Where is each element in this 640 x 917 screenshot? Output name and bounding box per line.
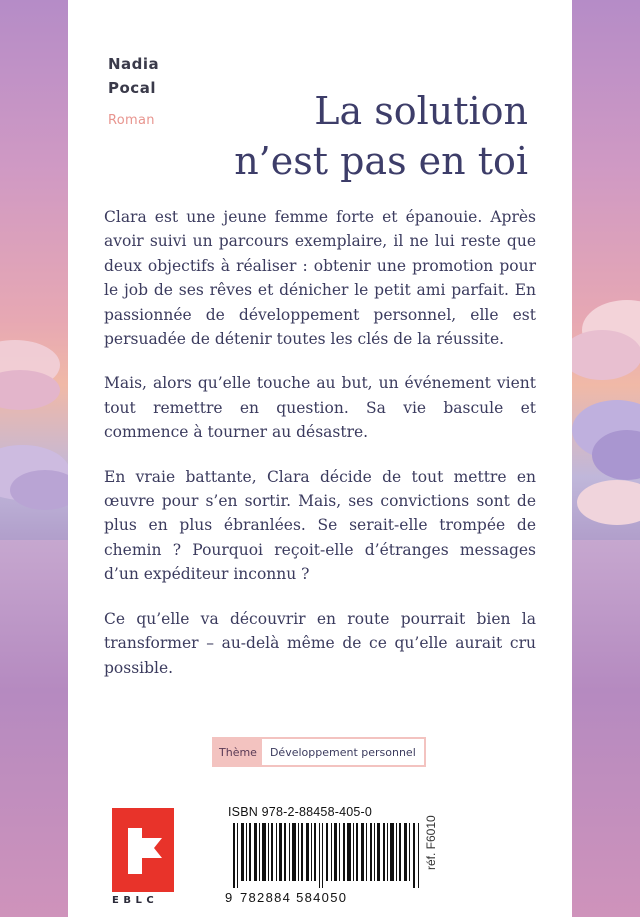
author-last-name: Pocal: [108, 79, 156, 97]
reference-code: réf. F6010: [424, 815, 438, 870]
theme-badge: [212, 737, 426, 767]
theme-value: Développement personnel: [262, 739, 424, 765]
publisher-logo-text: EBLC: [112, 895, 159, 906]
barcode: [233, 823, 423, 888]
theme-label: Thème: [214, 739, 262, 765]
blurb-text: [104, 205, 536, 700]
title-line-2: n’est pas en toi: [234, 139, 528, 183]
barcode-digits: 782884 584050: [240, 890, 348, 905]
blurb-paragraph: Clara est une jeune femme forte et épanouie. Après avoir suivi un parcours exemplaire, il ne lui reste que deux objectifs à réaliser : obtenir une promotion pour le job de ses rêves et dénicher le petit ami parfait. En passionnée de développement personnel, elle est persuadée de détenir toutes les clés de la réussite.: [104, 208, 536, 349]
blurb-paragraph: Mais, alors qu’elle touche au but, un événement vient tout remettre en question. Sa vie bascule et commence à tourner au désastre.: [104, 374, 536, 442]
blurb-paragraph: Ce qu’elle va découvrir en route pourrait bien la transformer – au-delà même de ce qu’elle aurait cru possible.: [104, 609, 536, 677]
author-first-name: Nadia: [108, 55, 160, 73]
book-title: [138, 86, 528, 186]
right-sky-illustration: [572, 0, 640, 917]
flag-logo-icon: [112, 808, 174, 908]
isbn-text: ISBN 978-2-88458-405-0: [228, 805, 373, 819]
title-line-1: La solution: [314, 89, 528, 133]
genre-label: Roman: [108, 113, 155, 128]
barcode-lead-digit: 9: [225, 890, 233, 905]
left-sky-illustration: [0, 0, 68, 917]
back-cover-panel: [68, 0, 571, 917]
blurb-paragraph: En vraie battante, Clara décide de tout mettre en œuvre pour s’en sortir. Mais, ses convictions sont de plus en plus ébranlées. Se serait-elle trompée de chemin ? Pourquoi reçoit-elle d’étranges messages d’un expéditeur inconnu ?: [104, 467, 536, 584]
